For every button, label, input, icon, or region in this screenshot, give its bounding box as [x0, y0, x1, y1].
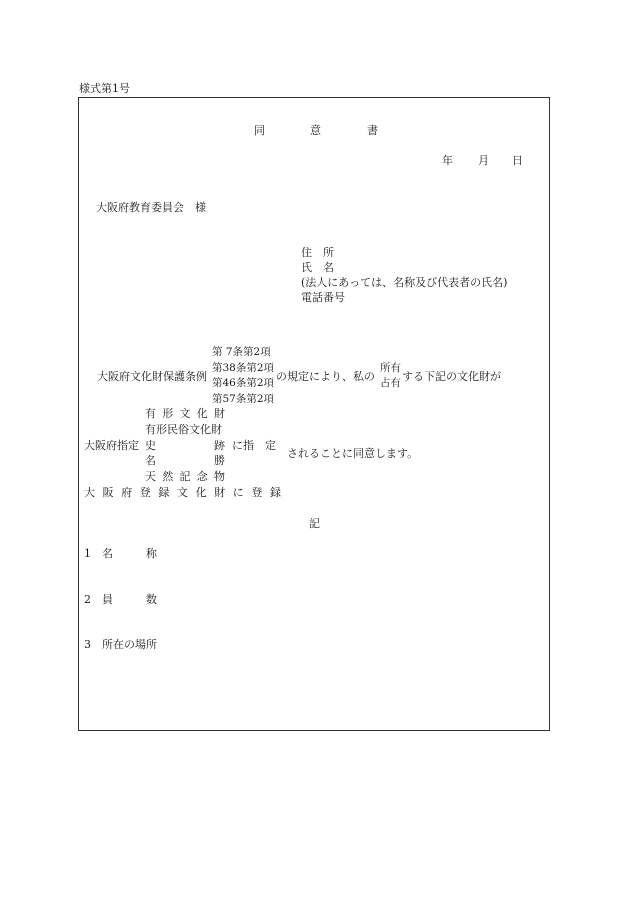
item-3-label: 所在の場所: [102, 638, 157, 651]
applicant-address-label: 住 所: [301, 246, 334, 259]
article-57: 第57条第2項: [212, 393, 275, 405]
date-year: 年: [442, 154, 453, 167]
designated-prefix: 大阪府指定: [84, 439, 139, 452]
form-number: 様式第1号: [79, 82, 130, 95]
category-historic-2: 跡: [214, 439, 225, 452]
category-scenic-1: 名: [145, 454, 156, 467]
category-tangible: 有形文化財: [145, 407, 225, 420]
ownership-owned: 所有: [380, 362, 401, 374]
date-month: 月: [478, 154, 489, 167]
applicant-phone-label: 電話番号: [301, 291, 345, 304]
article-7: 第 7条第2項: [212, 346, 271, 358]
article-38: 第38条第2項: [212, 362, 275, 374]
item-2-number: 2: [84, 593, 91, 606]
applicant-name-label: 氏 名: [301, 261, 334, 274]
designate-label: に指 定: [232, 439, 276, 452]
category-natural-monument: 天然記念物: [145, 470, 225, 483]
ownership-possessed: 占有: [380, 377, 401, 389]
article-46: 第46条第2項: [212, 377, 275, 389]
category-historic-1: 史: [145, 439, 156, 452]
clause1-tail: する下記の文化財が: [402, 370, 501, 383]
item-3-number: 3: [84, 638, 91, 651]
date-day: 日: [512, 154, 523, 167]
category-folk: 有形民俗文化財: [145, 423, 222, 436]
category-scenic-2: 勝: [214, 454, 225, 467]
registered-line: 大阪府登録文化財に登録: [84, 486, 281, 499]
item-2-label: 員 数: [102, 593, 157, 606]
applicant-corporation-note: (法人にあっては、名称及び代表者の氏名): [301, 276, 508, 289]
addressee: 大阪府教育委員会 様: [96, 201, 206, 214]
ordinance-name: 大阪府文化財保護条例: [97, 370, 207, 383]
title-char-2: 意: [310, 124, 321, 137]
title-char-1: 同: [254, 124, 265, 137]
ki-label: 記: [309, 517, 320, 530]
provision-text: の規定により、私の: [276, 370, 375, 383]
item-1-label: 名 称: [102, 547, 157, 560]
title-char-3: 書: [367, 124, 378, 137]
consent-text: されることに同意します。: [287, 447, 419, 460]
item-1-number: 1: [84, 547, 91, 560]
